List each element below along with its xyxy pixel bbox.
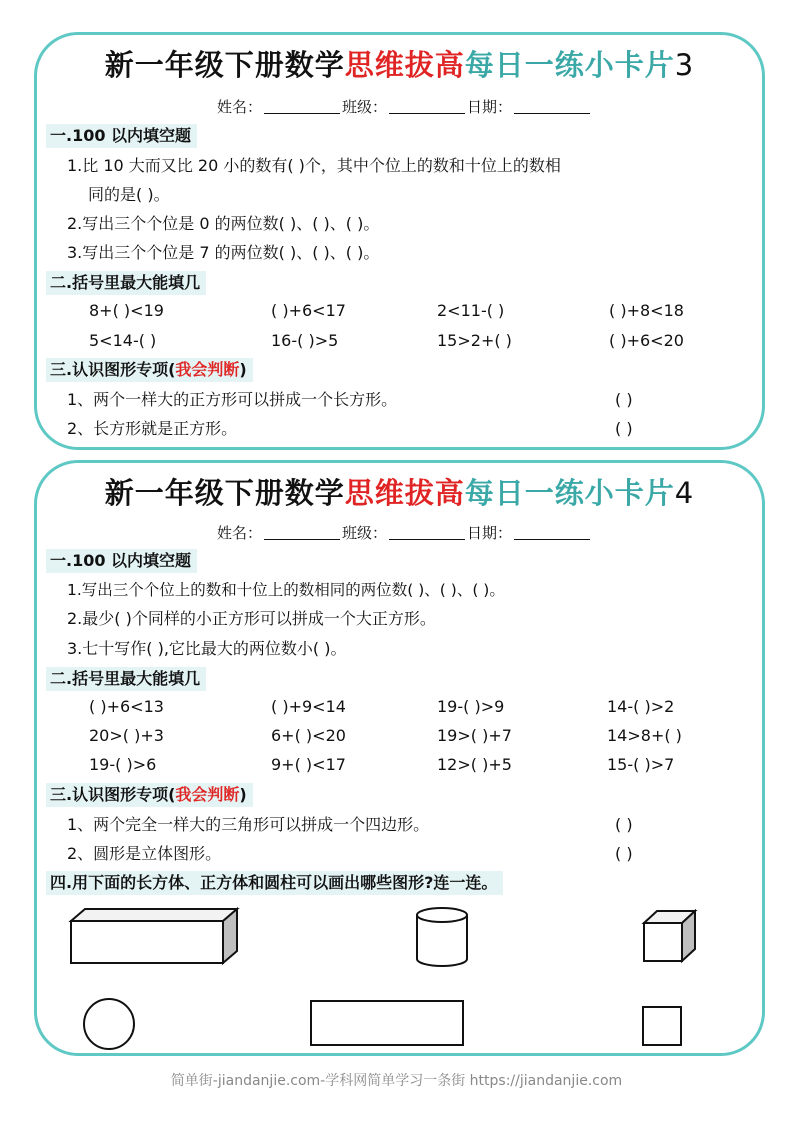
page-footer: 简单街-jiandanjie.com-学科网简单学习一条街 https://jiandanjie.com — [170, 1073, 623, 1089]
question-3: 3.写出三个个位是 7 的两位数( )、( )、( )。 — [67, 243, 380, 262]
student-info-line: 姓名： 班级： 日期： — [217, 522, 592, 543]
inequality-item: 14>8+( ) — [607, 726, 682, 745]
inequality-item: 12>( )+5 — [437, 755, 512, 774]
inequality-item: 14-( )>2 — [607, 697, 675, 716]
section-heading-shapes: 三.认识图形专项(我会判断) — [46, 783, 253, 807]
inequality-item: ( )+9<14 — [271, 697, 346, 716]
inequality-item: 5<14-( ) — [89, 331, 157, 350]
section-heading-shapes: 三.认识图形专项(我会判断) — [46, 358, 253, 382]
section-heading-inequalities: 二.括号里最大能填几 — [46, 271, 206, 295]
judge-statement-1: 1、两个完全一样大的三角形可以拼成一个四边形。 — [67, 815, 430, 834]
question-1-line-2: 同的是( )。 — [88, 185, 170, 204]
shape-matching-figures — [47, 893, 727, 1053]
judge-statement-2: 2、长方形就是正方形。 — [67, 419, 238, 438]
question-2: 2.写出三个个位是 0 的两位数( )、( )、( )。 — [67, 214, 380, 233]
inequality-item: 9+( )<17 — [271, 755, 346, 774]
date-blank[interactable] — [514, 100, 590, 114]
rectangle-figure[interactable] — [311, 1001, 463, 1045]
answer-paren[interactable]: ( ) — [615, 390, 633, 409]
inequality-item: 19-( )>6 — [89, 755, 157, 774]
answer-paren[interactable]: ( ) — [615, 815, 633, 834]
inequality-item: ( )+6<13 — [89, 697, 164, 716]
inequality-item: 15-( )>7 — [607, 755, 675, 774]
judge-statement-2: 2、圆形是立体图形。 — [67, 844, 222, 863]
name-blank[interactable] — [264, 526, 340, 540]
inequality-item: ( )+6<17 — [271, 301, 346, 320]
inequality-item: 20>( )+3 — [89, 726, 164, 745]
inequality-item: 19-( )>9 — [437, 697, 505, 716]
cube-figure[interactable] — [644, 911, 695, 961]
section-heading-fill-blank: 一.100 以内填空题 — [46, 124, 197, 148]
inequality-item: 8+( )<19 — [89, 301, 164, 320]
judge-statement-1: 1、两个一样大的正方形可以拼成一个长方形。 — [67, 390, 398, 409]
inequality-item: 6+( )<20 — [271, 726, 346, 745]
practice-card-4 — [34, 460, 765, 1056]
square-figure[interactable] — [643, 1007, 681, 1045]
student-info-line: 姓名： 班级： 日期： — [217, 96, 592, 117]
cuboid-figure[interactable] — [71, 909, 237, 963]
question-1: 1.写出三个个位上的数和十位上的数相同的两位数( )、( )、( )。 — [67, 581, 505, 599]
inequality-item: ( )+8<18 — [609, 301, 684, 320]
section-heading-fill-blank: 一.100 以内填空题 — [46, 549, 197, 573]
practice-card-3 — [34, 32, 765, 450]
section-heading-inequalities: 二.括号里最大能填几 — [46, 667, 206, 691]
name-blank[interactable] — [264, 100, 340, 114]
card-title: 新一年级下册数学思维拔高每日一练小卡片4 — [104, 476, 695, 510]
cylinder-figure[interactable] — [417, 908, 467, 966]
inequality-item: 19>( )+7 — [437, 726, 512, 745]
inequality-item: 2<11-( ) — [437, 301, 505, 320]
question-3: 3.七十写作( ),它比最大的两位数小( )。 — [67, 639, 347, 658]
card-title: 新一年级下册数学思维拔高每日一练小卡片3 — [104, 48, 695, 82]
circle-figure[interactable] — [84, 999, 134, 1049]
question-1-line-1: 1.比 10 大而又比 20 小的数有( )个，其中个位上的数和十位上的数相 — [67, 156, 561, 175]
answer-paren[interactable]: ( ) — [615, 844, 633, 863]
inequality-item: 16-( )>5 — [271, 331, 339, 350]
question-2: 2.最少( )个同样的小正方形可以拼成一个大正方形。 — [67, 609, 436, 628]
class-blank[interactable] — [389, 526, 465, 540]
section-heading-matching: 四.用下面的长方体、正方体和圆柱可以画出哪些图形?连一连。 — [46, 871, 503, 895]
class-blank[interactable] — [389, 100, 465, 114]
inequality-item: 15>2+( ) — [437, 331, 512, 350]
date-blank[interactable] — [514, 526, 590, 540]
inequality-item: ( )+6<20 — [609, 331, 684, 350]
answer-paren[interactable]: ( ) — [615, 419, 633, 438]
